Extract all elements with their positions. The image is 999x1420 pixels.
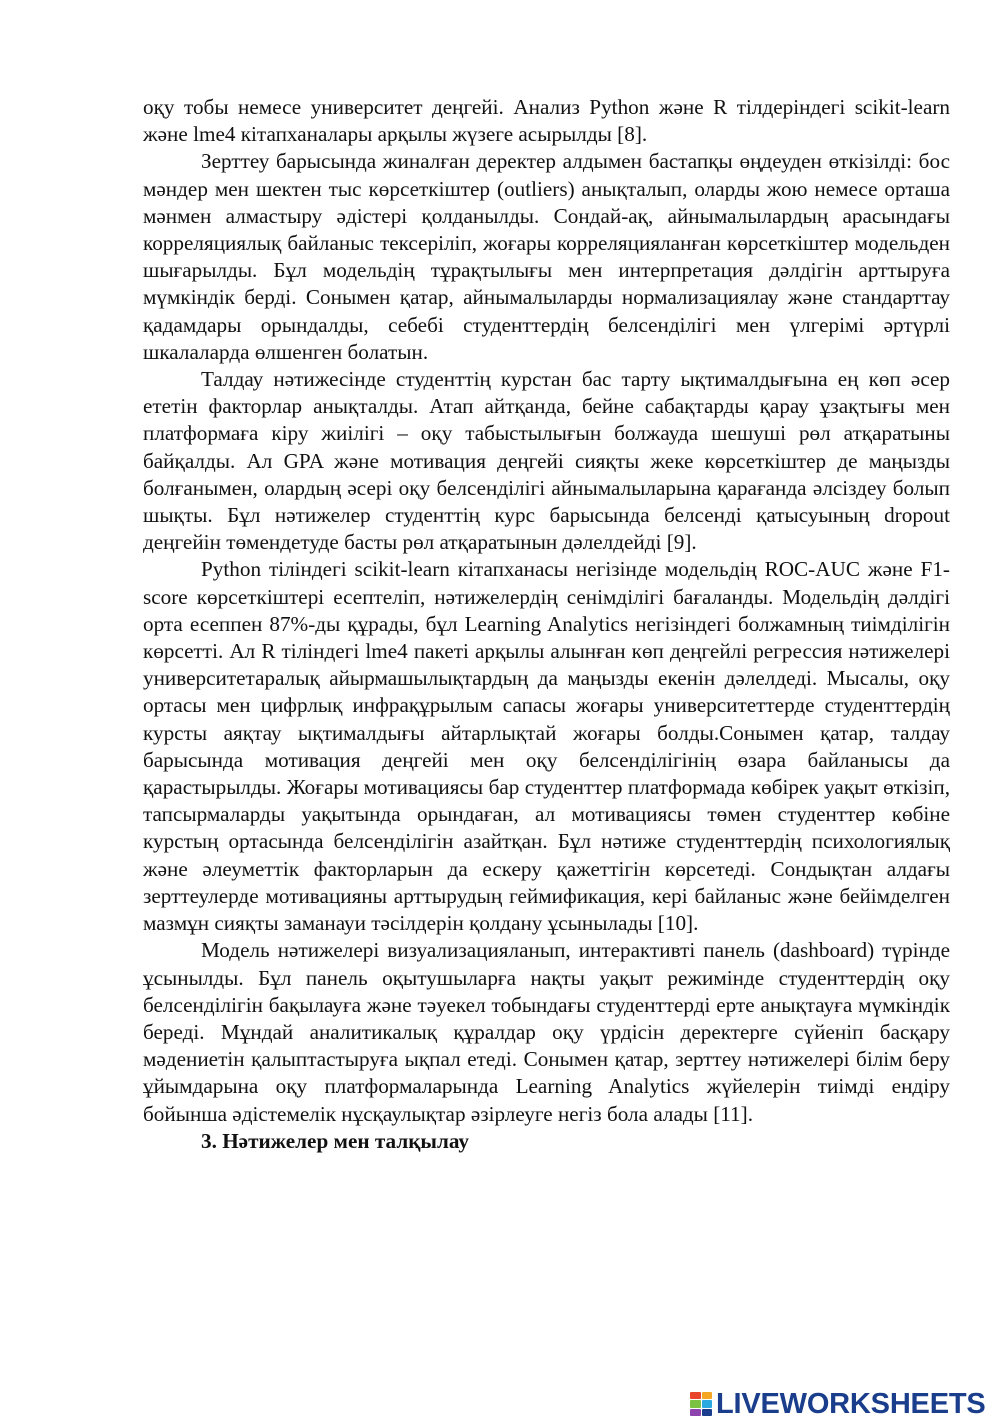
liveworksheets-logo-icon [690,1392,712,1416]
section-heading: 3. Нәтижелер мен талқылау [201,1128,469,1153]
paragraph-2: Зерттеу барысында жиналған деректер алдымен бастапқы өңдеуден өткізілді: бос мәндер мен шектен тыс көрсеткіштер (outliers) анықталып, оларды жою немесе орташа мәнмен алмастыру әдістері қолданылды. Сондай-ақ, айнымалылардың арасындағы корреляциялық байланыс тексеріліп, жоғары корреляцияланған көрсеткіштер модельден шығарылды. Бұл модельдің тұрақтылығы мен интерпретация дәлдігін арттыруға мүмкіндік берді. Сонымен қатар, айнымалыларды нормализациялау және стандарттау қадамдары орындалды, себебі студенттердің белсенділігі мен үлгерімі әртүрлі шкалаларда өлшенген болатын. [143,149,950,364]
logo-square [702,1409,713,1416]
liveworksheets-logo-text: LIVEWORKSHEETS [716,1388,986,1420]
logo-square [690,1392,701,1399]
paragraph-4: Python тіліндегі scikit-learn кітапханасы негізінде модельдің ROC-AUC және F1-score көрсеткіштері есептеліп, нәтижелердің сенімділігі бағаланды. Модельдің дәлдігі орта есеппен 87%-ды құрады, бұл Learning Analytics негізіндегі болжамның тиімділігін көрсетті. Ал R тіліндегі lme4 пакеті арқылы алынған көп деңгейлі регрессия нәтижелері университетаралық айырмашылықтардың да маңызды екенін дәлелдеді. Мысалы, оқу ортасы мен цифрлық инфрақұрылым сапасы жоғары университеттерде студенттердің курсты аяқтау ықтималдығы айтарлықтай жоғары болды.Сонымен қатар, талдау барысында мотивация деңгейі мен оқу белсенділігінің өзара байланысы да қарастырылды. Жоғары мотивациясы бар студенттер платформада көбірек уақыт өткізіп, тапсырмаларды уақытында орындаған, ал мотивациясы төмен студенттер көбіне курстың ортасында белсенділігін азайтқан. Бұл нәтиже студенттердің психологиялық және әлеуметтік факторларын да ескеру қажеттігін көрсетеді. Сондықтан алдағы зерттеулерде мотивацияны арттырудың геймификация, кері байланыс және бейімделген мазмұн сияқты заманауи тәсілдерін қолдану ұсынылады [10]. [143,557,950,936]
logo-square [702,1400,713,1407]
liveworksheets-logo[interactable] [690,1388,986,1420]
document-body [143,94,950,1155]
paragraph-5: Модель нәтижелері визуализацияланып, интерактивті панель (dashboard) түрінде ұсынылды. Бұл панель оқытушыларға нақты уақыт режимінде студенттердің оқу белсенділігін бақылауға және тәуекел тобындағы студенттерді ерте анықтауға мүмкіндік береді. Мұндай аналитикалық құралдар оқу үрдісін деректерге сүйеніп басқару мәдениетін қалыптастыруға ықпал етеді. Сонымен қатар, зерттеу нәтижелері білім беру ұйымдарына оқу платформаларында Learning Analytics жүйелерін тиімді ендіру бойынша әдістемелік нұсқаулықтар әзірлеуге негіз бола алады [11]. [143,938,950,1126]
logo-square [690,1409,701,1416]
paragraph-3: Талдау нәтижесінде студенттің курстан бас тарту ықтималдығына ең көп әсер ететін факторлар анықталды. Атап айтқанда, бейне сабақтарды қарау ұзақтығы мен платформаға кіру жиілігі – оқу табыстылығын болжауда шешуші рөл атқаратыны байқалды. Ал GPA және мотивация деңгейі сияқты жеке көрсеткіштер де маңызды болғанымен, олардың әсері оқу белсенділігі айнымалыларына қарағанда әлсіздеу болып шықты. Бұл нәтижелер студенттің курс барысында белсенді қатысуының dropout деңгейін төмендетуде басты рөл атқаратынын дәлелдейді [9]. [143,367,950,555]
logo-square [690,1400,701,1407]
logo-square [702,1392,713,1399]
paragraph-1: оқу тобы немесе университет деңгейі. Анализ Python және R тілдеріндегі scikit-learn және lme4 кітапханалары арқылы жүзеге асырылды [8]. [143,95,950,147]
